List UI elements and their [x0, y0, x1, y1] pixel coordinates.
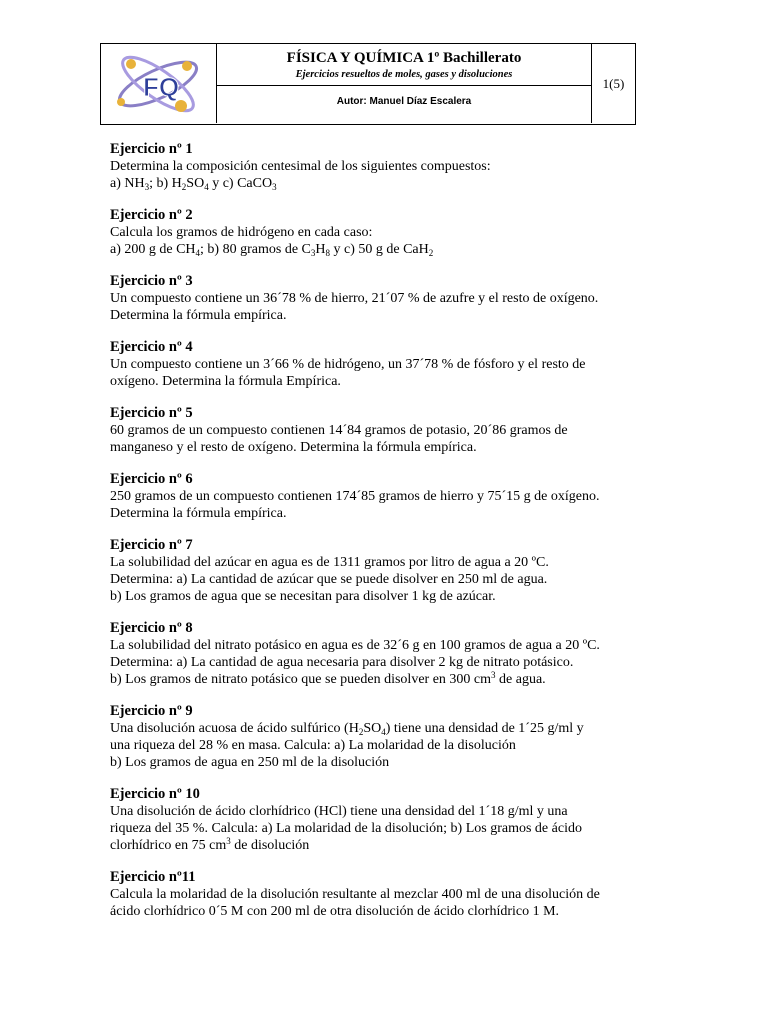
- exercise-10: [110, 786, 670, 854]
- exercise-line: Determina la fórmula empírica.: [110, 506, 287, 521]
- exercise-7: [110, 537, 670, 605]
- exercise-line: 60 gramos de un compuesto contienen 14´84 gramos de potasio, 20´86 gramos de: [110, 423, 568, 438]
- exercise-heading: Ejercicio nº 7: [110, 537, 193, 553]
- exercise-heading: Ejercicio nº 1: [110, 141, 193, 157]
- exercise-heading: Ejercicio nº 2: [110, 207, 193, 223]
- exercise-line: Determina: a) La cantidad de agua necesaria para disolver 2 kg de nitrato potásico.: [110, 655, 574, 670]
- exercise-line: riqueza del 35 %. Calcula: a) La molaridad de la disolución; b) Los gramos de ácido: [110, 821, 582, 836]
- exercise-4: [110, 339, 670, 390]
- exercise-9: [110, 703, 670, 771]
- exercise-line: una riqueza del 28 % en masa. Calcula: a) La molaridad de la disolución: [110, 738, 516, 753]
- header-title-cell: [217, 44, 592, 123]
- exercise-line: Determina: a) La cantidad de azúcar que se puede disolver en 250 ml de agua.: [110, 572, 548, 587]
- exercise-heading: Ejercicio nº11: [110, 869, 196, 885]
- header-title-block: [217, 44, 591, 86]
- exercise-line: b) Los gramos de agua que se necesitan para disolver 1 kg de azúcar.: [110, 589, 496, 604]
- electron-1: [126, 59, 136, 69]
- exercise-8: [110, 620, 670, 688]
- exercise-line: ácido clorhídrico 0´5 M con 200 ml de otra disolución de ácido clorhídrico 1 M.: [110, 904, 560, 919]
- exercise-3: [110, 273, 670, 324]
- electron-3: [117, 98, 125, 106]
- exercise-heading: Ejercicio nº 4: [110, 339, 193, 355]
- exercise-line: Una disolución de ácido clorhídrico (HCl) tiene una densidad del 1´18 g/ml y una: [110, 804, 568, 819]
- exercise-line: Una disolución acuosa de ácido sulfúrico $(H_2SO_4)$ tiene una densidad de 1´25 g/ml y: [110, 721, 584, 737]
- document-title: FÍSICA Y QUÍMICA 1º Bachillerato: [286, 50, 522, 66]
- document-subtitle: Ejercicios resueltos de moles, gases y disoluciones: [295, 69, 513, 80]
- exercise-2: [110, 207, 670, 258]
- exercise-line: La solubilidad del nitrato potásico en agua es de 32´6 g en 100 gramos de agua a 20 ºC.: [110, 638, 600, 653]
- exercise-line: a) $NH_3$; b) $H_2SO_4$ y c) CaCO$_3$: [110, 176, 277, 192]
- exercise-1: [110, 141, 670, 192]
- exercise-heading: Ejercicio nº 8: [110, 620, 193, 636]
- exercise-heading: Ejercicio nº 6: [110, 471, 193, 487]
- exercise-line: Un compuesto contiene un 36´78 % de hierro, 21´07 % de azufre y el resto de oxígeno.: [110, 291, 599, 306]
- exercise-line: oxígeno. Determina la fórmula Empírica.: [110, 374, 341, 389]
- exercise-line: Calcula los gramos de hidrógeno en cada caso:: [110, 225, 373, 240]
- exercise-line: Calcula la molaridad de la disolución resultante al mezclar 400 ml de una disolución de: [110, 887, 600, 902]
- exercise-11: [110, 869, 670, 920]
- exercise-list: [110, 141, 670, 935]
- exercise-line: Determina la composición centesimal de los siguientes compuestos:: [110, 159, 491, 174]
- atom-logo: [101, 44, 216, 123]
- exercise-heading: Ejercicio nº 5: [110, 405, 193, 421]
- exercise-line: Un compuesto contiene un 3´66 % de hidrógeno, un 37´78 % de fósforo y el resto de: [110, 357, 586, 372]
- exercise-6: [110, 471, 670, 522]
- exercise-heading: Ejercicio nº 10: [110, 786, 200, 802]
- electron-2: [182, 61, 192, 71]
- exercise-line: b) Los gramos de agua en 250 ml de la disolución: [110, 755, 390, 770]
- exercise-line: b) Los gramos de nitrato potásico que se pueden disolver en 300 $cm^3$ de agua.: [110, 670, 546, 687]
- author-line: Autor: Manuel Díaz Escalera: [336, 96, 472, 107]
- exercise-heading: Ejercicio nº 9: [110, 703, 193, 719]
- logo-cell: [101, 44, 217, 123]
- atom-icon: [114, 48, 202, 119]
- logo-text: FQ: [143, 72, 180, 102]
- header-table: [100, 43, 636, 125]
- exercise-line: clorhídrico en 75 $cm^3$ de disolución: [110, 836, 310, 853]
- exercise-5: [110, 405, 670, 456]
- exercise-heading: Ejercicio nº 3: [110, 273, 193, 289]
- exercise-line: manganeso y el resto de oxígeno. Determina la fórmula empírica.: [110, 440, 477, 455]
- exercise-line: 250 gramos de un compuesto contienen 174´85 gramos de hierro y 75´15 g de oxígeno.: [110, 489, 600, 504]
- exercise-line: Determina la fórmula empírica.: [110, 308, 287, 323]
- exercise-line: La solubilidad del azúcar en agua es de 1311 gramos por litro de agua a 20 ºC.: [110, 555, 549, 570]
- exercise-line: a) 200 g de $CH_4$; b) 80 gramos de $C_3H_8$ y c) 50 g de CaH$_2$: [110, 242, 434, 258]
- page-number: 1(5): [602, 75, 625, 91]
